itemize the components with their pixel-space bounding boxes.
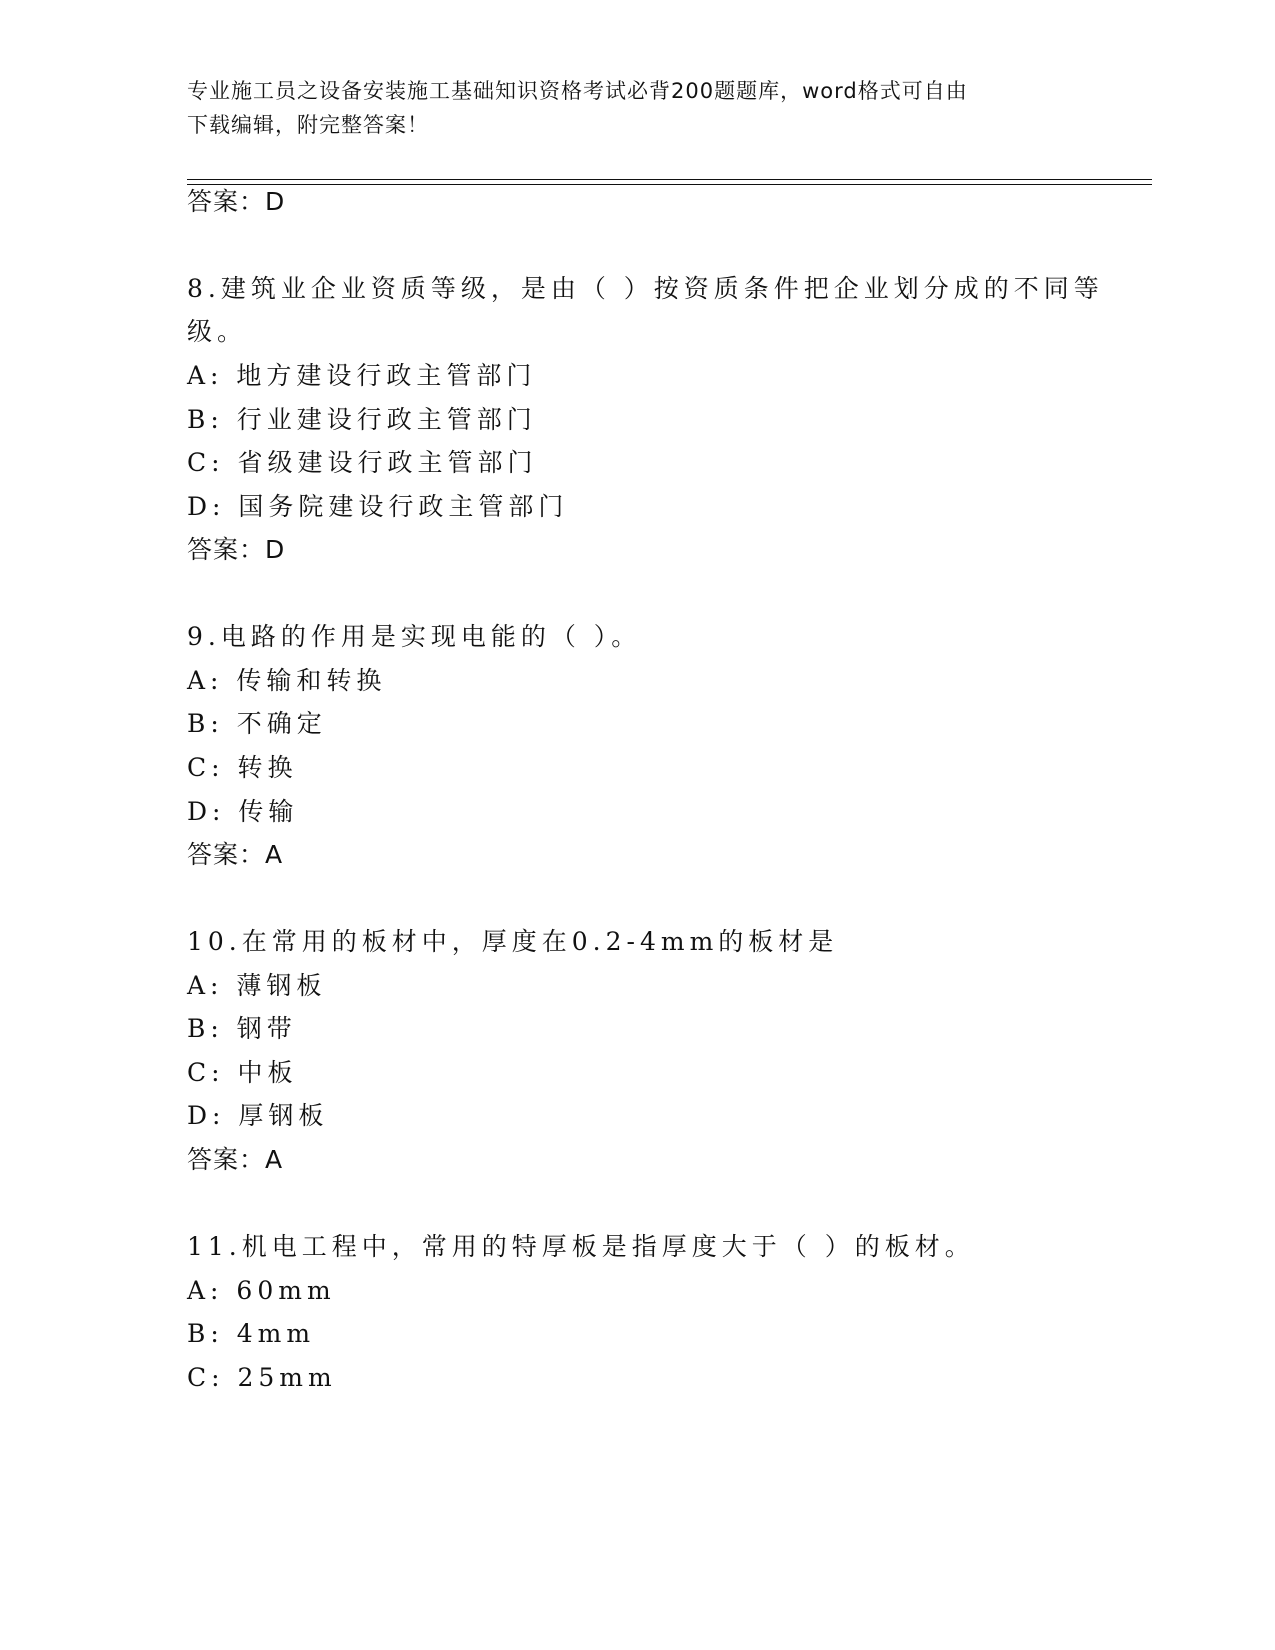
question-9-option-a: A: 传输和转换 [187,666,387,695]
question-11-option-a: A: 60mm [187,1276,336,1305]
question-8-answer: 答案：D [187,535,286,564]
question-8-option-c: C: 省级建设行政主管部门 [187,448,538,477]
question-9-answer: 答案：A [187,840,284,869]
question-11-stem: 11.机电工程中，常用的特厚板是指厚度大于（ ）的板材。 [187,1232,975,1261]
question-8-stem-line-2: 级。 [187,317,248,346]
question-8-stem-line-1: 8.建筑业企业资质等级，是由（ ）按资质条件把企业划分成的不同等 [187,274,1104,303]
question-10-answer: 答案：A [187,1145,284,1174]
question-10-option-c: C: 中板 [187,1058,298,1087]
header-line-2: 下载编辑，附完整答案！ [187,113,429,137]
question-9-stem: 9.电路的作用是实现电能的（ ）。 [187,622,642,651]
question-8-option-d: D: 国务院建设行政主管部门 [187,492,569,521]
question-9-option-d: D: 传输 [187,797,299,826]
question-10-stem: 10.在常用的板材中，厚度在0.2-4mm的板材是 [187,927,839,956]
question-10-option-b: B: 钢带 [187,1014,297,1043]
question-9-option-b: B: 不确定 [187,709,327,738]
question-11-option-c: C: 25mm [187,1363,337,1392]
header-rule-top [187,179,1152,180]
document-header [187,74,1067,142]
question-8-option-a: A: 地方建设行政主管部门 [187,361,537,390]
question-11-option-b: B: 4mm [187,1319,316,1348]
question-9-option-c: C: 转换 [187,753,298,782]
answer-previous: 答案：D [187,187,286,216]
question-10-option-a: A: 薄钢板 [187,971,327,1000]
header-rule-bottom [187,184,1152,185]
question-8-option-b: B: 行业建设行政主管部门 [187,405,537,434]
question-10-option-d: D: 厚钢板 [187,1101,329,1130]
header-line-1: 专业施工员之设备安装施工基础知识资格考试必背200题题库，word格式可自由 [187,79,968,103]
